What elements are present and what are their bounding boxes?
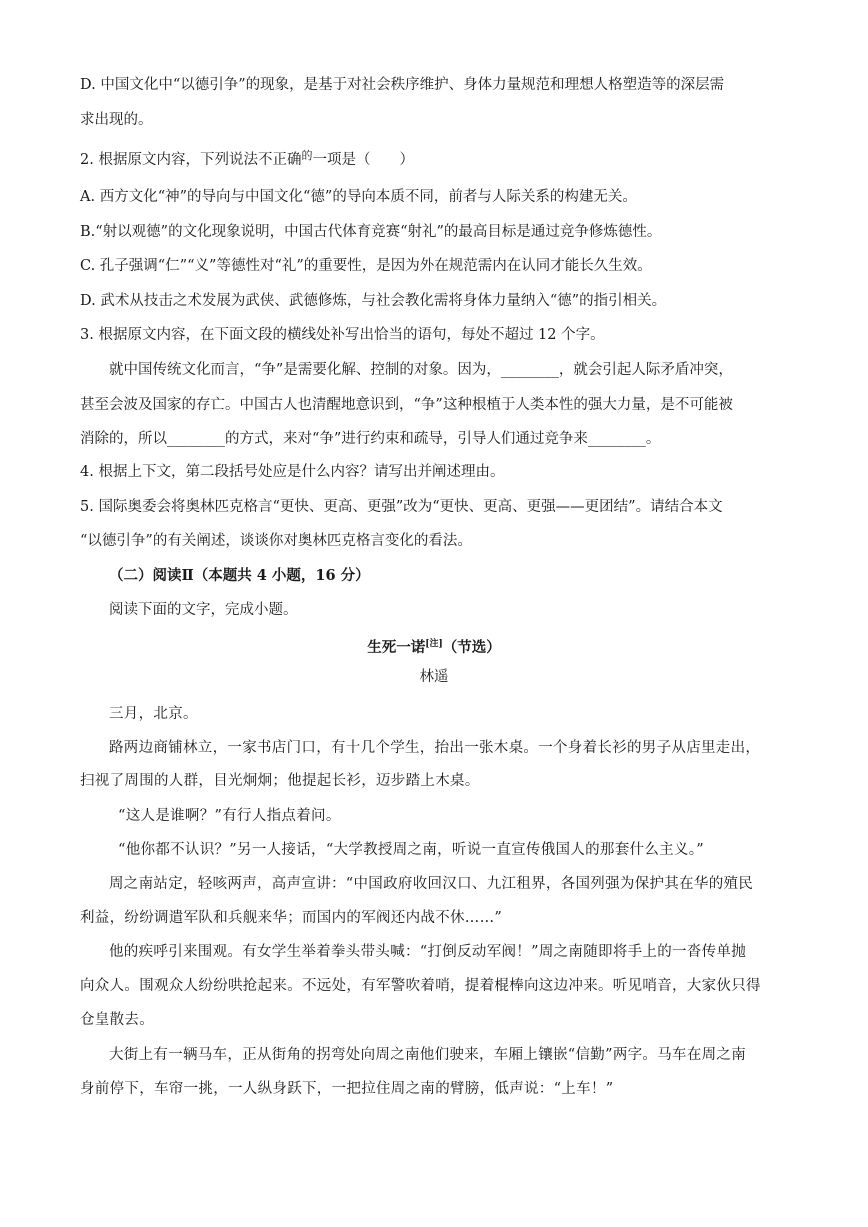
q5-stem-line1: 5. 国际奥委会将奥林匹克格言“更快、更高、更强”改为“更快、更高、更强——更团结”。请结合本文	[80, 499, 723, 515]
story-title	[0, 634, 868, 658]
q1-option-d-line2: 求出现的。	[80, 112, 153, 128]
q2-stem	[0, 150, 868, 171]
q2-stem-part2: 一项是（ ）	[312, 152, 414, 168]
q2-stem-part1: 2. 根据原文内容，下列说法不正确	[80, 152, 302, 168]
story-paragraph-1: 三月，北京。	[109, 706, 198, 722]
q2-option-a: A. 西方文化“神”的导向与中国文化“德”的导向本质不同，前者与人际关系的构建无关。	[80, 189, 637, 205]
q3-paragraph-line3: 消除的，所以________的方式，来对“争”进行约束和疏导，引导人们通过竞争来________。	[80, 431, 661, 447]
q1-option-d-line1: D. 中国文化中“以德引争”的现象，是基于对社会秩序维护、身体力量规范和理想人格塑造等的深层需	[80, 77, 725, 93]
story-author: 林遥	[419, 669, 449, 685]
story-title-note: [注]	[425, 639, 443, 649]
q2-stem-small-char: 的	[301, 149, 313, 162]
q2-option-b: B.“射以观德”的文化现象说明，中国古代体育竞赛“射礼”的最高目标是通过竞争修炼德性。	[80, 224, 662, 240]
story-paragraph-5-line2: 利益，纷纷调遣军队和兵舰来华；而国内的军阀还内战不休……”	[80, 910, 503, 926]
story-title-suffix: （节选）	[442, 638, 501, 656]
story-paragraph-2-line2: 扫视了周围的人群，目光炯炯；他提起长衫，迈步踏上木桌。	[80, 773, 480, 789]
story-paragraph-3: “这人是谁啊？”有行人指点着问。	[118, 808, 341, 824]
story-title-text: 生死一诺	[367, 638, 426, 656]
q2-option-c: C. 孔子强调“仁”“义”等德性对“礼”的重要性，是因为外在规范需内在认同才能长久生效。	[80, 258, 652, 274]
section-instruction: 阅读下面的文字，完成小题。	[109, 602, 298, 618]
story-paragraph-7-line1: 大街上有一辆马车，正从街角的拐弯处向周之南他们驶来，车厢上镶嵌“信勤”两字。马车在周之南	[109, 1047, 747, 1063]
q4-stem: 4. 根据上下文，第二段括号处应是什么内容？请写出并阐述理由。	[80, 464, 505, 480]
q2-option-d: D. 武术从技击之术发展为武侠、武德修炼，与社会教化需将身体力量纳入“德”的指引相关。	[80, 293, 667, 309]
story-paragraph-6-line1: 他的疾呼引来围观。有女学生举着拳头带头喊：“打倒反动军阀！”周之南随即将手上的一沓传单抛	[109, 944, 747, 960]
story-paragraph-6-line2: 向众人。围观众人纷纷哄抢起来。不远处，有军警吹着哨，提着棍棒向这边冲来。听见哨音，大家伙只得	[80, 978, 761, 994]
q5-stem-line2: “以德引争”的有关阐述，谈谈你对奥林匹克格言变化的看法。	[80, 533, 472, 549]
story-paragraph-2-line1: 路两边商铺林立，一家书店门口，有十几个学生，抬出一张木桌。一个身着长衫的男子从店里走出，	[109, 740, 761, 756]
q3-paragraph-line1: 就中国传统文化而言，“争”是需要化解、控制的对象。因为，________，就会引起人际矛盾冲突，	[109, 362, 733, 378]
story-paragraph-5-line1: 周之南站定，轻咳两声，高声宣讲：“中国政府收回汉口、九江租界，各国列强为保护其在华的殖民	[109, 876, 754, 892]
story-paragraph-4: “他你都不认识？”另一人接话，“大学教授周之南，听说一直宣传俄国人的那套什么主义。”	[118, 842, 704, 858]
section-heading: （二）阅读Ⅱ（本题共 4 小题，16 分）	[109, 567, 370, 584]
story-paragraph-6-line3: 仓皇散去。	[80, 1012, 154, 1028]
q3-paragraph-line2: 甚至会波及国家的存亡。中国古人也清醒地意识到，“争”这种根植于人类本性的强大力量，是不可能被	[80, 397, 733, 413]
q3-stem: 3. 根据原文内容，在下面文段的横线处补写出恰当的语句，每处不超过 12 个字。	[80, 327, 605, 343]
story-paragraph-7-line2: 身前停下，车帘一挑，一人纵身跃下，一把拉住周之南的臂膀，低声说：“上车！”	[80, 1081, 614, 1097]
